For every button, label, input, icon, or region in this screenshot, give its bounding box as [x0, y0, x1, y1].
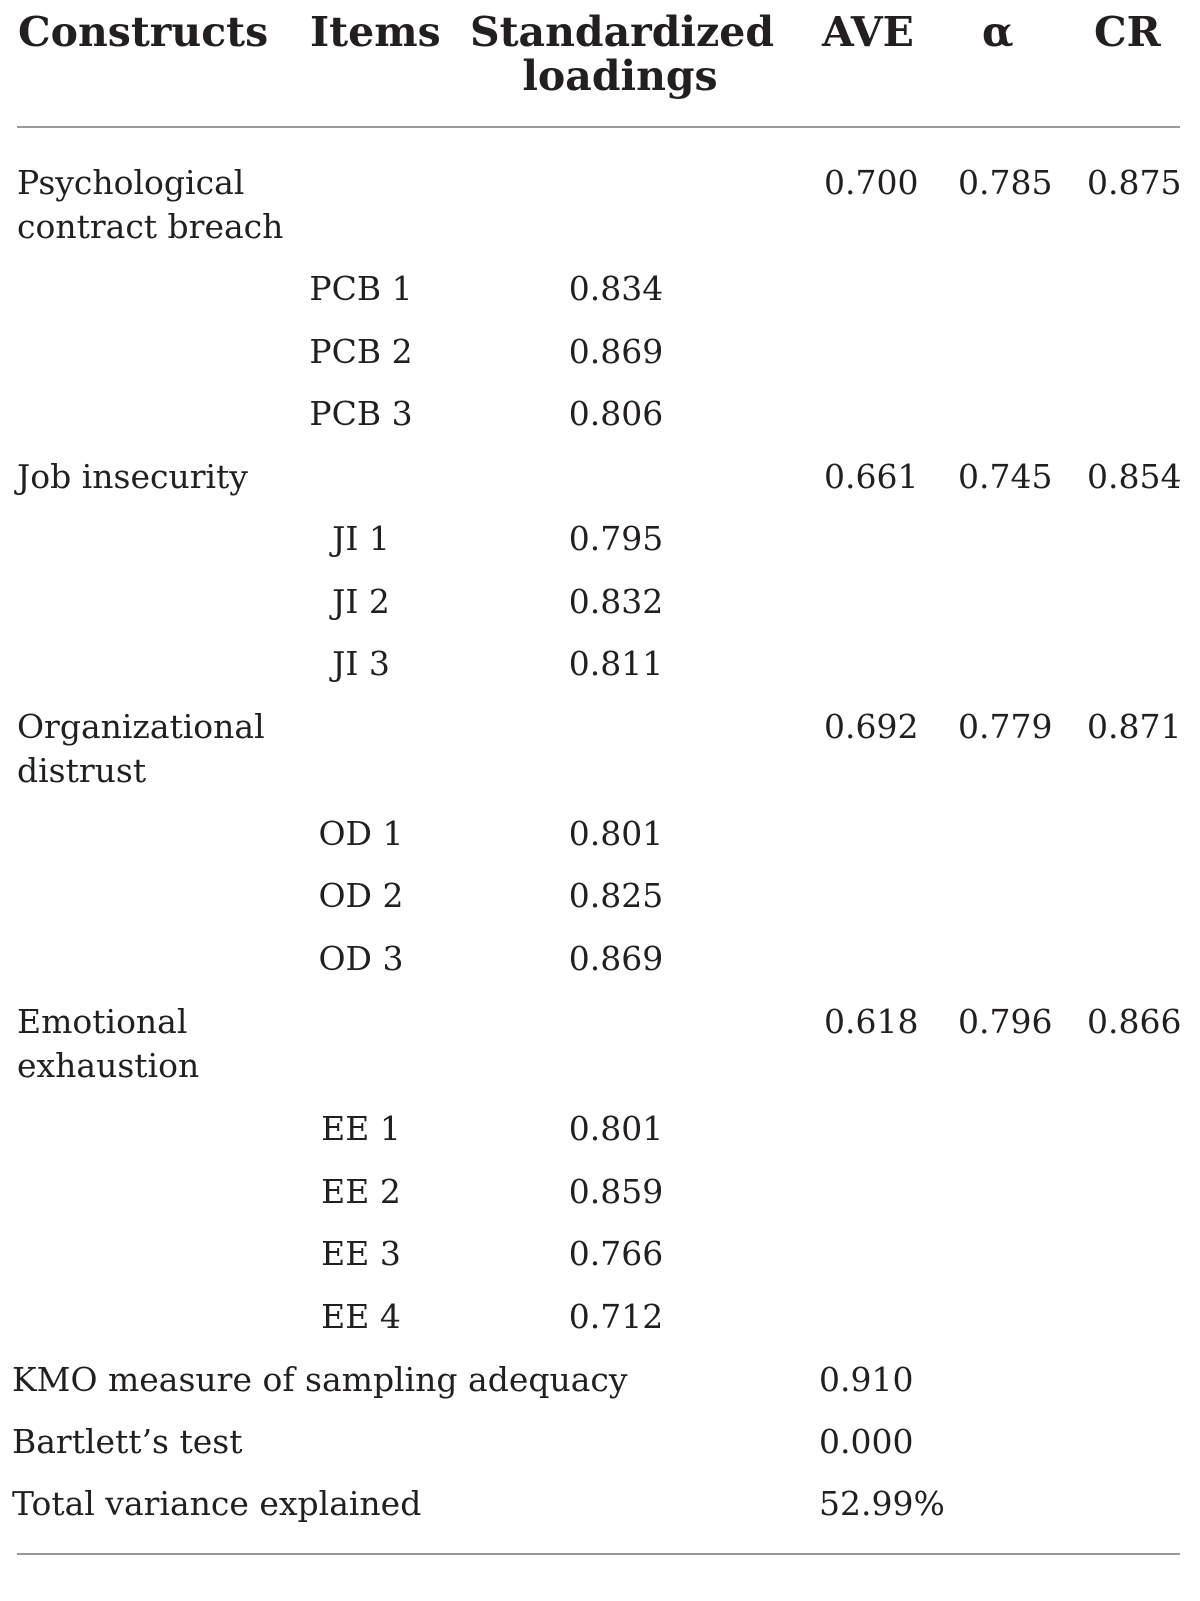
summary-label: Bartlett’s test	[12, 1422, 243, 1461]
construct-label: exhaustion	[17, 1046, 200, 1085]
construct-label: Organizational	[17, 707, 265, 746]
header-ave: AVE	[822, 8, 914, 56]
loading-value: 0.795	[568, 519, 664, 558]
loading-value: 0.801	[568, 1109, 664, 1148]
summary-label: KMO measure of sampling adequacy	[12, 1360, 628, 1399]
item-label: EE 1	[321, 1109, 401, 1148]
header-constructs: Constructs	[18, 8, 269, 56]
summary-value: 52.99%	[819, 1484, 945, 1523]
alpha-value: 0.745	[958, 457, 1053, 496]
cr-value: 0.866	[1087, 1002, 1182, 1041]
item-label: OD 3	[318, 939, 404, 978]
header-loadings-line2: loadings	[522, 52, 718, 100]
item-label: JI 3	[332, 644, 390, 683]
item-label: JI 2	[332, 582, 390, 621]
construct-label: distrust	[17, 751, 147, 790]
loading-value: 0.869	[568, 939, 664, 978]
summary-value: 0.910	[819, 1360, 914, 1399]
ave-value: 0.661	[824, 457, 919, 496]
item-label: PCB 3	[309, 394, 413, 433]
alpha-value: 0.796	[958, 1002, 1053, 1041]
header-rule	[17, 126, 1180, 128]
item-label: EE 2	[321, 1172, 401, 1211]
loading-value: 0.806	[568, 394, 664, 433]
loading-value: 0.859	[568, 1172, 664, 1211]
loading-value: 0.832	[568, 582, 664, 621]
loading-value: 0.825	[568, 876, 664, 915]
bottom-rule	[17, 1553, 1180, 1555]
construct-label: Psychological	[17, 163, 245, 202]
loading-value: 0.869	[568, 332, 664, 371]
header-alpha: α	[982, 8, 1014, 56]
construct-label: Job insecurity	[17, 457, 248, 496]
item-label: PCB 1	[309, 269, 413, 308]
header-cr: CR	[1094, 8, 1161, 56]
ave-value: 0.700	[824, 163, 919, 202]
header-loadings-line1: Standardized	[470, 8, 775, 56]
cr-value: 0.871	[1087, 707, 1182, 746]
cr-value: 0.875	[1087, 163, 1182, 202]
ave-value: 0.618	[824, 1002, 919, 1041]
ave-value: 0.692	[824, 707, 919, 746]
cr-value: 0.854	[1087, 457, 1182, 496]
loading-value: 0.766	[568, 1234, 664, 1273]
item-label: EE 3	[321, 1234, 401, 1273]
loading-value: 0.811	[568, 644, 664, 683]
item-label: PCB 2	[309, 332, 413, 371]
item-label: OD 2	[318, 876, 404, 915]
alpha-value: 0.779	[958, 707, 1053, 746]
construct-label: contract breach	[17, 207, 284, 246]
header-items: Items	[310, 8, 441, 56]
item-label: EE 4	[321, 1297, 401, 1336]
alpha-value: 0.785	[958, 163, 1053, 202]
summary-label: Total variance explained	[12, 1484, 422, 1523]
item-label: JI 1	[332, 519, 390, 558]
item-label: OD 1	[318, 814, 404, 853]
loading-value: 0.712	[568, 1297, 664, 1336]
loading-value: 0.834	[568, 269, 664, 308]
construct-label: Emotional	[17, 1002, 188, 1041]
summary-value: 0.000	[819, 1422, 914, 1461]
loading-value: 0.801	[568, 814, 664, 853]
